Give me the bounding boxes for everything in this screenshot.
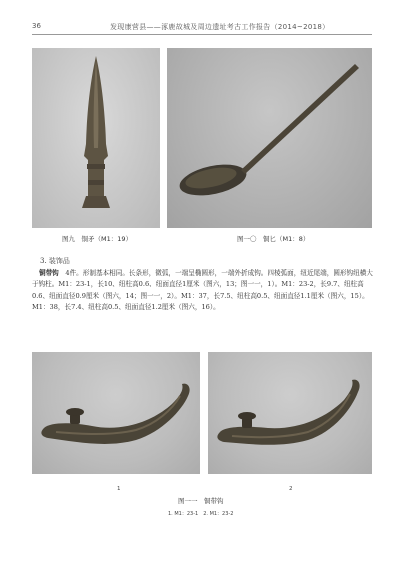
bronze-spear-image [32, 48, 160, 228]
belt-hook-paragraph [32, 268, 374, 313]
bronze-spear-photo [32, 48, 160, 228]
bronze-ladle-image [167, 48, 372, 228]
header-rule [32, 34, 372, 35]
belt-hook-photo-1 [32, 352, 200, 474]
hook-subcaption: 1. M1：23-1 2. M1：23-2 [168, 511, 234, 517]
spear-caption: 图九 铜矛（M1：19） [62, 235, 133, 243]
belt-hook-term: 铜带钩 [39, 269, 59, 277]
hook-caption: 图一一 铜带钩 [178, 497, 224, 505]
hook-label-2: 2 [289, 486, 293, 492]
belt-hook-image-1 [32, 352, 200, 474]
ladle-caption: 图一〇 铜匕（M1：8） [237, 235, 310, 243]
body-text [32, 268, 374, 313]
running-title: 发现康营县——涿鹿故城及周边遗址考古工作报告（2014~2018） [110, 23, 330, 31]
hook-label-1: 1 [117, 486, 121, 492]
page-number: 36 [32, 22, 41, 30]
belt-hook-description: 4件。形制基本相同。长条形，微弧，一端呈椭圆形，一端外折成钩。四棱弧面，纽近尾端，圆形钩纽横大于钩柱。M1：23-1，长10、纽柱高0.6、纽面直径1厘米（图六，13；图一一，1）。M1：23-2，长9.7、纽柱高0.6、纽面直径0.9厘米（图六，14；图一一，2）。M1：37，长7.5、纽柱高0.5、纽面直径1.1厘米（图六，15）。M1：38，长7.4、纽柱高0.5、纽面直径1.2厘米（图六，16）。 [32, 269, 373, 311]
running-header [32, 22, 372, 34]
section-heading: 3. 装饰品 [40, 257, 70, 265]
belt-hook-image-2 [208, 352, 372, 474]
belt-hook-photo-2 [208, 352, 372, 474]
bronze-ladle-photo [167, 48, 372, 228]
